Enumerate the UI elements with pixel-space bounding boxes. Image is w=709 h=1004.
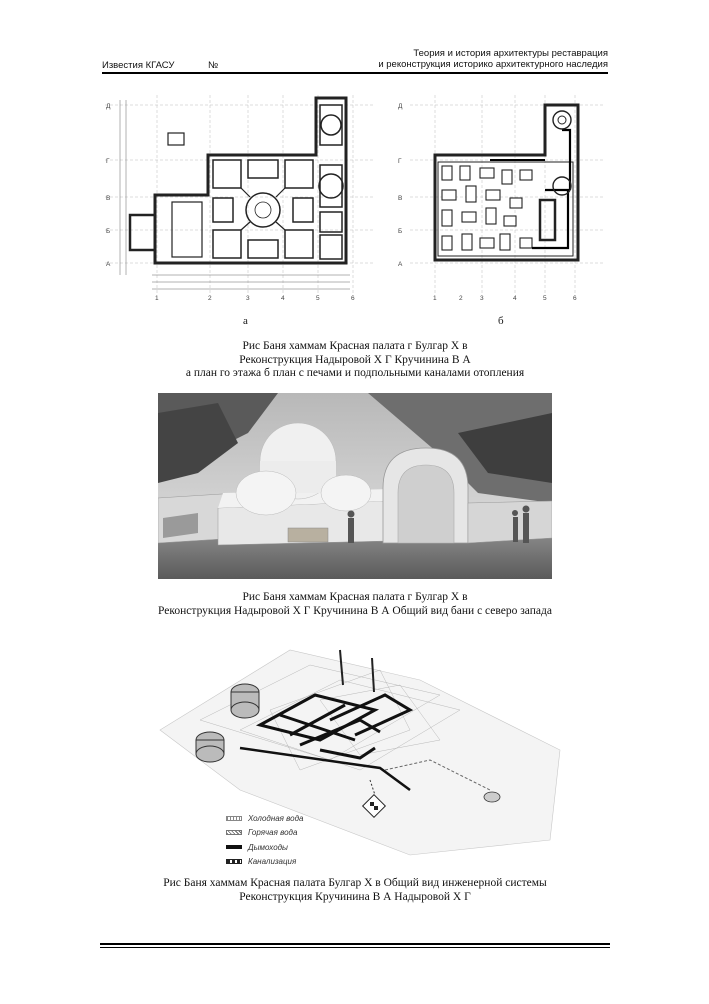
figure3-caption [100, 877, 610, 904]
sewer-swatch [226, 859, 242, 864]
axis-b-v: В [398, 195, 403, 202]
axis-b: Б [106, 228, 111, 235]
engineering-legend [226, 811, 303, 869]
section-title [378, 48, 608, 70]
plan-b [410, 95, 605, 295]
figure2-caption-line1: Рис Баня хаммам Красная палата г Булгар Х в [242, 591, 468, 603]
axis-b-b: Б [398, 228, 403, 235]
drain-well [484, 792, 500, 802]
journal-name: Известия КГАСУ [102, 60, 175, 71]
small-dome-right [321, 475, 371, 511]
axis-b-5: 5 [543, 295, 547, 302]
figure3-caption-line2: Реконструкция Кручинина В А Надыровой Х Г [239, 890, 471, 903]
section-title-line1: Теория и история архитектуры реставрация [413, 48, 608, 59]
crate-pile [288, 528, 328, 542]
legend-flues [226, 840, 303, 855]
figure2-caption-line2: Реконструкция Надыровой Х Г Кручинина В А Общий вид бани с северо запада [158, 604, 552, 617]
axis-3: 3 [246, 295, 250, 302]
legend-sewer [226, 855, 303, 870]
axis-b-6: 6 [573, 295, 577, 302]
fence [468, 501, 552, 543]
axis-b-g: Г [398, 158, 402, 165]
axis-a: А [106, 261, 111, 268]
plan-a-axis-labels [106, 103, 355, 302]
legend-flues-label: Дымоходы [248, 842, 288, 852]
plan-a-grid [105, 95, 375, 295]
legend-sewer-label: Канализация [248, 857, 297, 867]
footer-rule-thin [100, 947, 610, 948]
legend-cold-water-label: Холодная вода [248, 813, 304, 823]
section-title-line2: и реконструкция историко архитектурного наследия [378, 59, 608, 70]
axis-1: 1 [155, 295, 159, 302]
figure3-caption-line1: Рис Баня хаммам Красная палата Булгар Х в Общий вид инженерной системы [163, 877, 547, 889]
footer-rule-thick [100, 943, 610, 945]
axis-b-a: А [398, 261, 403, 268]
axis-2: 2 [208, 295, 212, 302]
plan-b-pillars [442, 166, 532, 250]
plan-b-axis-labels [398, 103, 577, 302]
axis-v: В [106, 195, 111, 202]
figure1-caption [100, 340, 610, 381]
header-rule [102, 72, 608, 74]
small-dome-left [236, 471, 296, 515]
cold-water-swatch [226, 816, 242, 821]
engineering-system-figure [140, 640, 566, 866]
axis-g: Г [106, 158, 110, 165]
axis-d: Д [106, 103, 111, 110]
issue-number: № [208, 60, 219, 71]
axis-4: 4 [281, 295, 285, 302]
running-header [102, 48, 608, 74]
axis-b-1: 1 [433, 295, 437, 302]
legend-hot-water-label: Горячая вода [248, 828, 298, 838]
legend-hot-water [226, 826, 303, 841]
exterior-render-figure [158, 393, 552, 579]
axis-b-d: Д [398, 103, 403, 110]
plan-b-grid [410, 95, 605, 295]
subfigure-label-b: б [498, 315, 504, 327]
axis-5: 5 [316, 295, 320, 302]
plan-a [105, 95, 375, 295]
axis-b-2: 2 [459, 295, 463, 302]
axis-b-4: 4 [513, 295, 517, 302]
floor-plans-figure [100, 90, 610, 305]
figure1-caption-line1: Рис Баня хаммам Красная палата г Булгар Х в [242, 340, 468, 352]
figure1-caption-line3: а план го этажа б план с печами и подпольными каналами отопления [185, 367, 525, 379]
hot-water-swatch [226, 830, 242, 835]
subfigure-label-a: а [243, 315, 248, 327]
legend-cold-water [226, 811, 303, 826]
figure2-caption [100, 591, 610, 618]
figure1-caption-line2: Реконструкция Надыровой Х Г Кручинина В А [239, 353, 471, 366]
axis-6: 6 [351, 295, 355, 302]
flue-swatch [226, 845, 242, 849]
axis-b-3: 3 [480, 295, 484, 302]
